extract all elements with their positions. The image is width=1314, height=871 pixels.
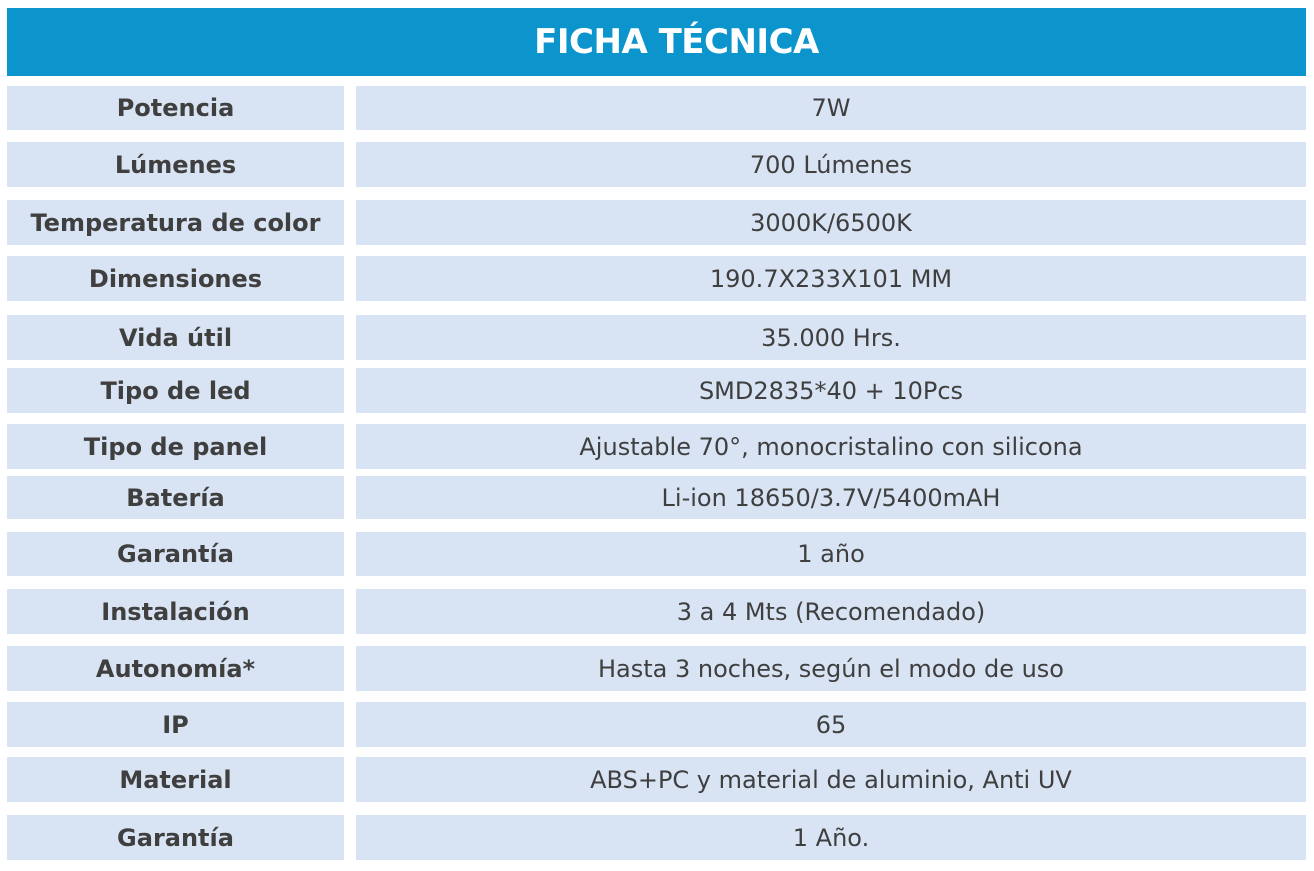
spec-row xyxy=(7,86,1306,130)
spec-value: SMD2835*40 + 10Pcs xyxy=(356,368,1306,413)
spec-row xyxy=(7,589,1306,634)
spec-label: Material xyxy=(7,757,344,802)
spec-label: Autonomía* xyxy=(7,646,344,691)
spec-value: 7W xyxy=(356,86,1306,130)
spec-value: ABS+PC y material de aluminio, Anti UV xyxy=(356,757,1306,802)
spec-row xyxy=(7,532,1306,576)
spec-row xyxy=(7,815,1306,860)
spec-label: Dimensiones xyxy=(7,256,344,301)
spec-label: Instalación xyxy=(7,589,344,634)
page-title: FICHA TÉCNICA xyxy=(534,22,819,62)
spec-label: Garantía xyxy=(7,532,344,576)
spec-value: 3000K/6500K xyxy=(356,200,1306,245)
spec-row xyxy=(7,476,1306,519)
spec-label: Lúmenes xyxy=(7,142,344,187)
spec-row xyxy=(7,702,1306,747)
spec-value: 1 año xyxy=(356,532,1306,576)
spec-value: 35.000 Hrs. xyxy=(356,315,1306,360)
spec-row xyxy=(7,646,1306,691)
spec-row xyxy=(7,368,1306,413)
spec-label: Garantía xyxy=(7,815,344,860)
spec-sheet-header xyxy=(7,8,1306,76)
spec-label: Tipo de led xyxy=(7,368,344,413)
spec-row xyxy=(7,757,1306,802)
spec-label: Temperatura de color xyxy=(7,200,344,245)
spec-value: 3 a 4 Mts (Recomendado) xyxy=(356,589,1306,634)
spec-label: Batería xyxy=(7,476,344,519)
spec-value: 700 Lúmenes xyxy=(356,142,1306,187)
spec-value: 190.7X233X101 MM xyxy=(356,256,1306,301)
spec-value: Ajustable 70°, monocristalino con silicona xyxy=(356,424,1306,469)
spec-row xyxy=(7,200,1306,245)
spec-label: IP xyxy=(7,702,344,747)
spec-value: Hasta 3 noches, según el modo de uso xyxy=(356,646,1306,691)
spec-label: Potencia xyxy=(7,86,344,130)
spec-value: 1 Año. xyxy=(356,815,1306,860)
spec-label: Tipo de panel xyxy=(7,424,344,469)
spec-row xyxy=(7,424,1306,469)
spec-row xyxy=(7,142,1306,187)
spec-label: Vida útil xyxy=(7,315,344,360)
spec-value: 65 xyxy=(356,702,1306,747)
spec-row xyxy=(7,315,1306,360)
spec-row xyxy=(7,256,1306,301)
spec-value: Li-ion 18650/3.7V/5400mAH xyxy=(356,476,1306,519)
